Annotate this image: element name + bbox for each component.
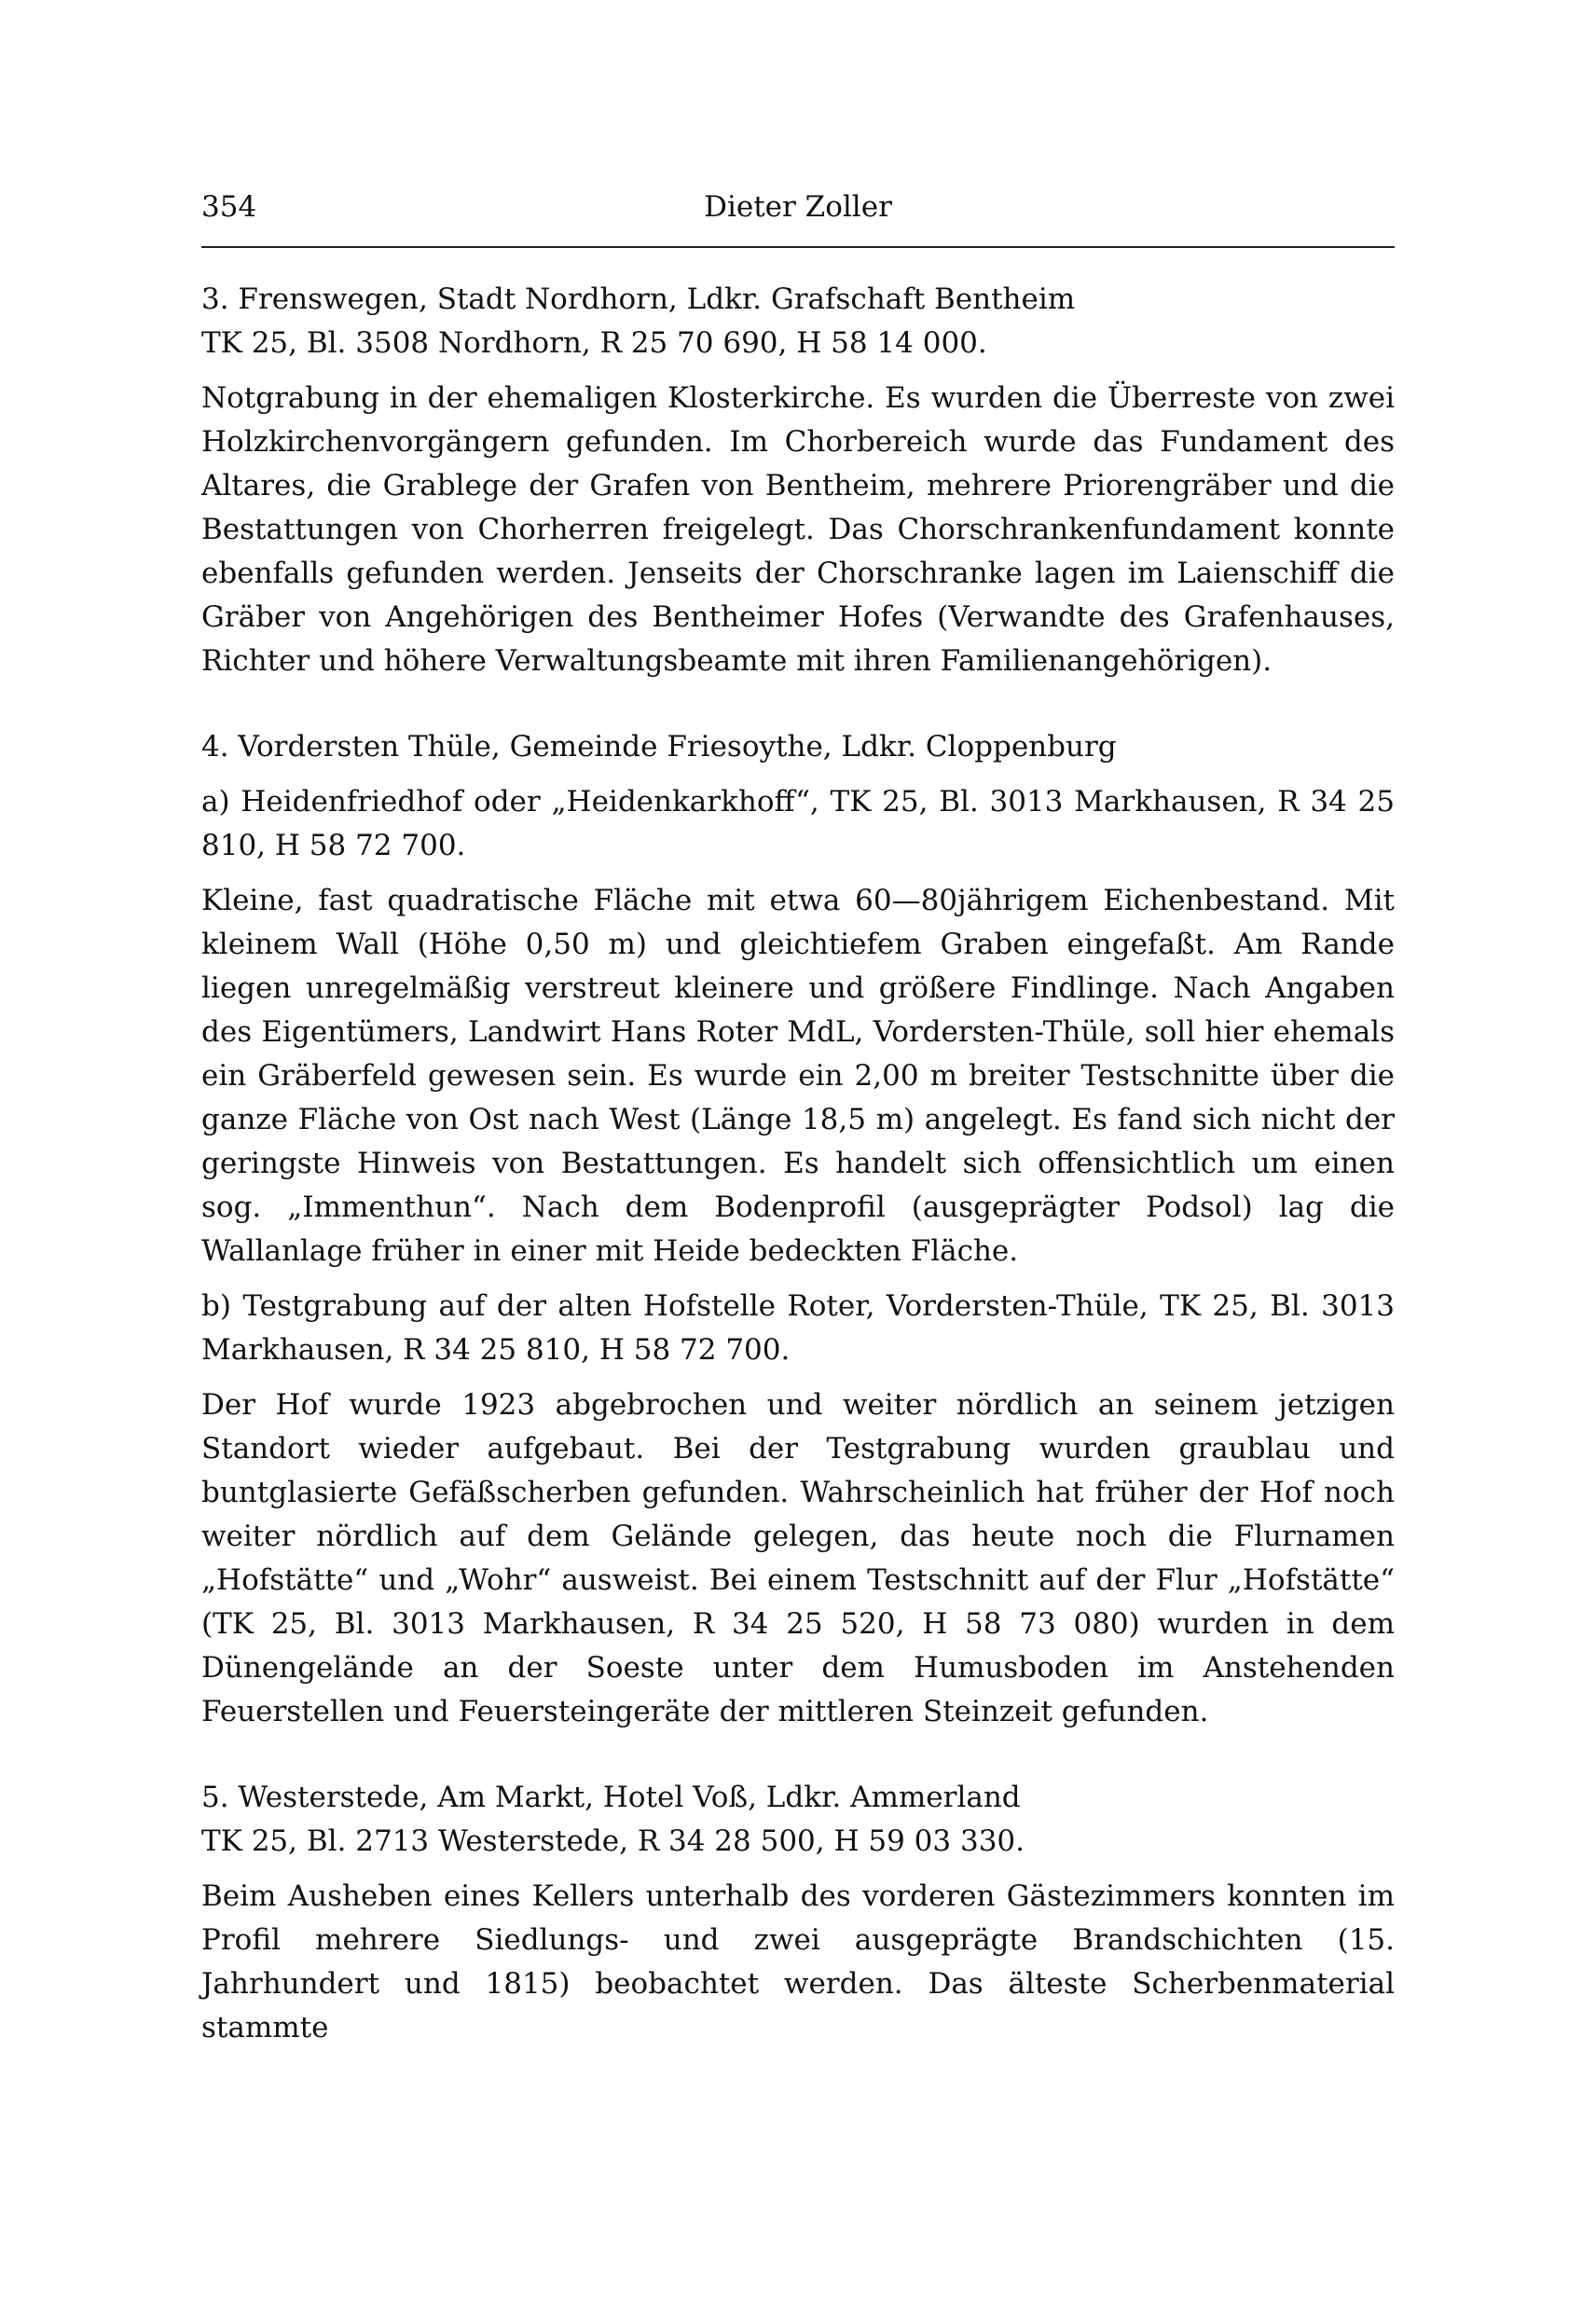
page <box>201 186 1395 2050</box>
entry-paragraph-a: Kleine, fast quadratische Fläche mit etwa 60—80jährigem Eichenbestand. Mit kleinem Wall (Höhe 0,50 m) und gleichtiefem Graben eingefaßt. Am Rande liegen unregelmäßig verstreut kleinere und größere Findlinge. Nach Angaben des Eigentümers, Landwirt Hans Roter MdL, Vordersten-Thüle, soll hier ehemals ein Gräberfeld gewesen sein. Es wurde ein 2,00 m breiter Testschnitte über die ganze Fläche von Ost nach West (Länge 18,5 m) angelegt. Es fand sich nicht der geringste Hinweis von Bestattungen. Es handelt sich offensichtlich um einen sog. „Immenthun“. Nach dem Bodenprofil (ausgeprägter Podsol) lag die Wallanlage früher in einer mit Heide bedeckten Fläche. <box>201 884 1395 1268</box>
entry-4 <box>201 725 1395 1734</box>
entry-paragraph: Beim Ausheben eines Kellers unterhalb des vorderen Gästezimmers konnten im Profil mehrere Siedlungs- und zwei ausgeprägte Brandschichten (15. Jahrhundert und 1815) beobachtet werden. Das älteste Scherbenmaterial stammte <box>201 1879 1395 2044</box>
page-number: 354 <box>201 190 257 224</box>
running-title: Dieter Zoller <box>704 190 892 224</box>
article-body <box>201 278 1395 2050</box>
entry-paragraph: Notgrabung in der ehemaligen Klosterkirche. Es wurden die Überreste von zwei Holzkirchenvorgängern gefunden. Im Chorbereich wurde das Fundament des Altares, die Grablege der Grafen von Bentheim, mehrere Priorengräber und die Bestattungen von Chorherren freigelegt. Das Chorschrankenfundament konnte ebenfalls gefunden werden. Jenseits der Chorschranke lagen im Laienschiff die Gräber von Angehörigen des Bentheimer Hofes (Verwandte des Grafenhauses, Richter und höhere Verwaltungsbeamte mit ihren Familienangehörigen). <box>201 381 1395 678</box>
entry-heading: 4. Vordersten Thüle, Gemeinde Friesoythe, Ldkr. Cloppenburg <box>201 730 1117 764</box>
header-rule <box>201 246 1395 248</box>
entry-3 <box>201 278 1395 683</box>
entry-subheading-b: b) Testgrabung auf der alten Hofstelle Roter, Vordersten-Thüle, TK 25, Bl. 3013 Markhausen, R 34 25 810, H 58 72 700. <box>201 1289 1395 1367</box>
running-head <box>201 186 1395 227</box>
entry-heading: 5. Westerstede, Am Markt, Hotel Voß, Ldkr. Ammerland <box>201 1781 1021 1814</box>
entry-5 <box>201 1776 1395 2050</box>
entry-coordinates: TK 25, Bl. 2713 Westerstede, R 34 28 500, H 59 03 330. <box>201 1824 1025 1858</box>
entry-paragraph-b: Der Hof wurde 1923 abgebrochen und weiter nördlich an seinem jetzigen Standort wieder aufgebaut. Bei der Testgrabung wurden graublau und buntglasierte Gefäßscherben gefunden. Wahrscheinlich hat früher der Hof noch weiter nördlich auf dem Gelände gelegen, das heute noch die Flurnamen „Hofstätte“ und „Wohr“ ausweist. Bei einem Testschnitt auf der Flur „Hofstätte“ (TK 25, Bl. 3013 Markhausen, R 34 25 520, H 58 73 080) wurden in dem Dünengelände an der Soeste unter dem Humusboden im Anstehenden Feuerstellen und Feuersteingeräte der mittleren Steinzeit gefunden. <box>201 1388 1395 1728</box>
entry-coordinates: TK 25, Bl. 3508 Nordhorn, R 25 70 690, H 58 14 000. <box>201 326 987 360</box>
entry-subheading-a: a) Heidenfriedhof oder „Heidenkarkhoff“, TK 25, Bl. 3013 Markhausen, R 34 25 810, H 58 72 700. <box>201 785 1395 862</box>
entry-heading: 3. Frenswegen, Stadt Nordhorn, Ldkr. Grafschaft Bentheim <box>201 282 1076 316</box>
